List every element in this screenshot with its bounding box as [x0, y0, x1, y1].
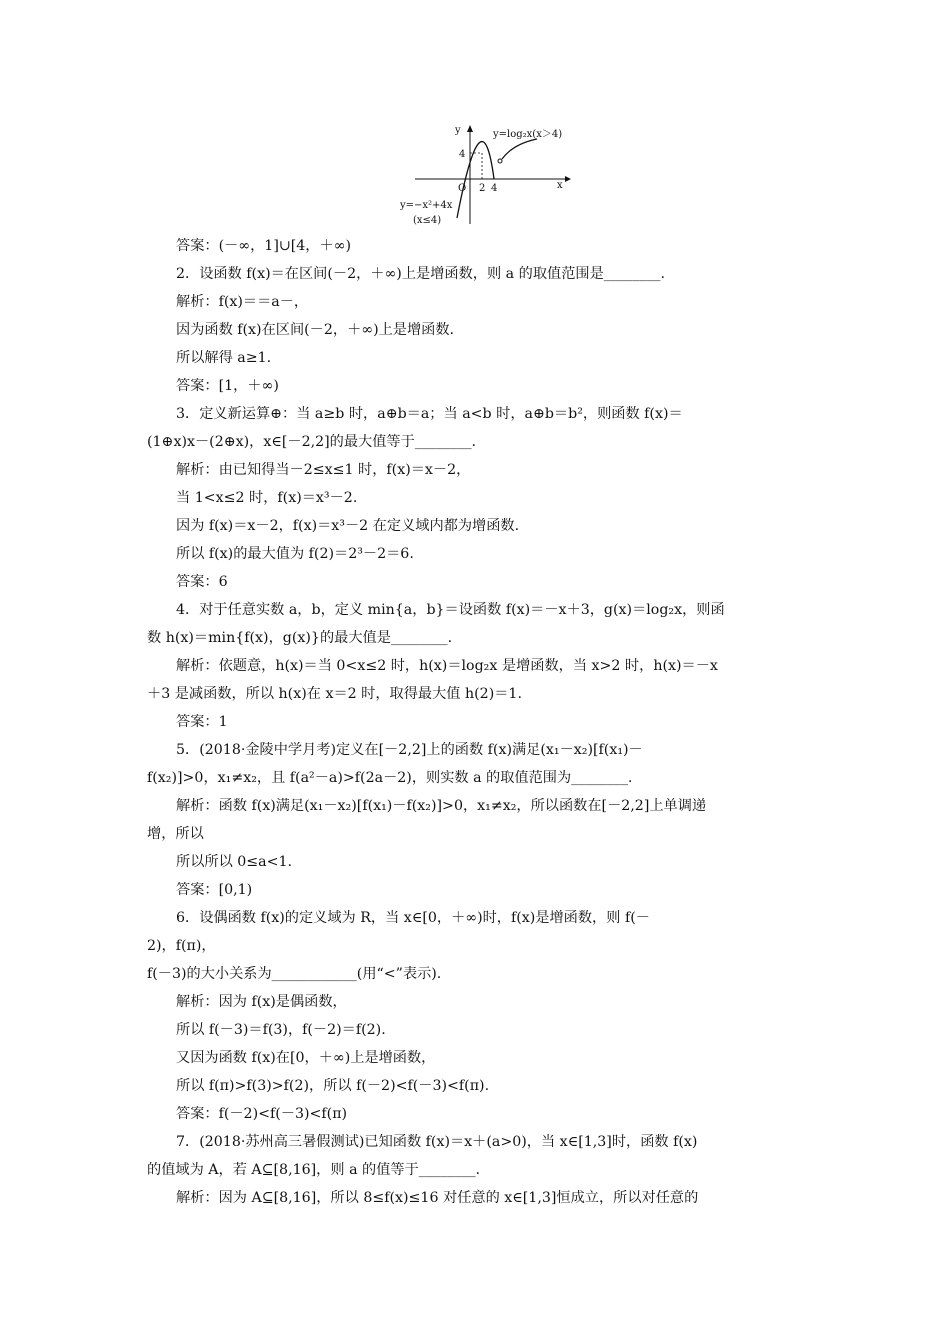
open-endpoint	[498, 159, 502, 163]
solution-5-line-2: 增，所以	[147, 826, 204, 842]
question-4-line-1: 4．对于任意实数 a，b，定义 min{a，b}＝设函数 f(x)＝－x＋3，g(x)＝log₂x，则函	[176, 602, 725, 618]
question-3-line-2: (1⊕x)x－(2⊕x)，x∈[－2,2]的最大值等于________.	[147, 434, 477, 450]
question-6-line-1: 6．设偶函数 f(x)的定义域为 R，当 x∈[0，＋∞)时，f(x)是增函数，则 f(－	[176, 910, 650, 926]
solution-6-line-3: 又因为函数 f(x)在[0，＋∞)上是增函数，	[176, 1050, 436, 1066]
answer-1: 答案：(－∞，1]∪[4，＋∞)	[176, 238, 352, 254]
quadratic-function-label: y=−x²+4x	[400, 200, 453, 211]
answer-5: 答案：[0,1)	[176, 882, 253, 898]
solution-6-line-1: 解析：因为 f(x)是偶函数，	[176, 994, 347, 1010]
function-graph	[395, 118, 595, 230]
question-2: 2．设函数 f(x)＝在区间(－2，＋∞)上是增函数，则 a 的取值范围是________.	[176, 266, 666, 282]
question-7-line-1: 7．(2018·苏州高三暑假测试)已知函数 f(x)＝x＋(a>0)，当 x∈[1,3]时，函数 f(x)	[176, 1134, 698, 1150]
solution-3-line-2: 当 1<x≤2 时，f(x)＝x³－2.	[176, 490, 358, 506]
solution-2-line-3: 所以解得 a≥1.	[176, 350, 272, 366]
solution-7-line-1: 解析：因为 A⊆[8,16]，所以 8≤f(x)≤16 对任意的 x∈[1,3]恒成立，所以对任意的	[176, 1190, 699, 1206]
log-curve	[502, 139, 537, 159]
question-3-line-1: 3．定义新运算⊕：当 a≥b 时，a⊕b＝a；当 a<b 时，a⊕b＝b²，则函数 f(x)＝	[176, 406, 683, 422]
solution-3-line-4: 所以 f(x)的最大值为 f(2)＝2³－2＝6.	[176, 546, 414, 562]
solution-6-line-2: 所以 f(－3)＝f(3)，f(－2)＝f(2).	[176, 1022, 386, 1038]
y-tick-4-label: 4	[459, 149, 466, 160]
y-axis-label: y	[455, 125, 461, 136]
origin-label: O	[458, 183, 467, 194]
x-tick-4-label: 4	[491, 183, 498, 194]
solution-3-line-1: 解析：由已知得当－2≤x≤1 时，f(x)＝x－2，	[176, 462, 471, 478]
solution-5-line-1: 解析：函数 f(x)满足(x₁－x₂)[f(x₁)－f(x₂)]>0，x₁≠x₂，所以函数在[－2,2]上单调递	[176, 798, 707, 814]
function-graph-figure	[395, 118, 595, 230]
question-5-line-1: 5．(2018·金陵中学月考)定义在[－2,2]上的函数 f(x)满足(x₁－x₂)[f(x₁)－	[176, 742, 643, 758]
solution-3-line-3: 因为 f(x)＝x－2，f(x)＝x³－2 在定义域内都为增函数.	[176, 518, 520, 534]
solution-5-line-3: 所以所以 0≤a<1.	[176, 854, 293, 870]
x-tick-2-label: 2	[479, 183, 486, 194]
question-6-line-3: f(－3)的大小关系为____________(用“<”表示).	[147, 966, 442, 982]
y-axis-arrow	[467, 125, 473, 132]
solution-2-line-1: 解析：f(x)＝＝a－，	[176, 294, 309, 310]
log-function-label: y=log₂x(x＞4)	[493, 129, 563, 140]
question-7-line-2: 的值域为 A，若 A⊆[8,16]，则 a 的值等于________.	[147, 1162, 481, 1178]
solution-6-line-4: 所以 f(π)>f(3)>f(2)，所以 f(－2)<f(－3)<f(π).	[176, 1078, 490, 1094]
solution-4-line-1: 解析：依题意，h(x)＝当 0<x≤2 时，h(x)＝log₂x 是增函数，当 x>2 时，h(x)＝－x	[176, 658, 718, 674]
question-6-line-2: 2)，f(π)，	[147, 938, 216, 954]
x-axis-label: x	[557, 180, 563, 191]
quadratic-domain-label: (x≤4)	[413, 215, 442, 226]
answer-4: 答案：1	[176, 714, 228, 730]
solution-2-line-2: 因为函数 f(x)在区间(－2，＋∞)上是增函数.	[176, 322, 455, 338]
answer-6: 答案：f(－2)<f(－3)<f(π)	[176, 1106, 348, 1122]
x-axis-arrow	[565, 176, 571, 182]
answer-2: 答案：[1，＋∞)	[176, 378, 279, 394]
solution-4-line-2: ＋3 是减函数，所以 h(x)在 x＝2 时，取得最大值 h(2)＝1.	[147, 686, 522, 702]
answer-3: 答案：6	[176, 574, 228, 590]
question-5-line-2: f(x₂)]>0，x₁≠x₂，且 f(a²－a)>f(2a－2)，则实数 a 的取值范围为________.	[147, 770, 633, 786]
question-4-line-2: 数 h(x)＝min{f(x)，g(x)}的最大值是________.	[147, 630, 453, 646]
